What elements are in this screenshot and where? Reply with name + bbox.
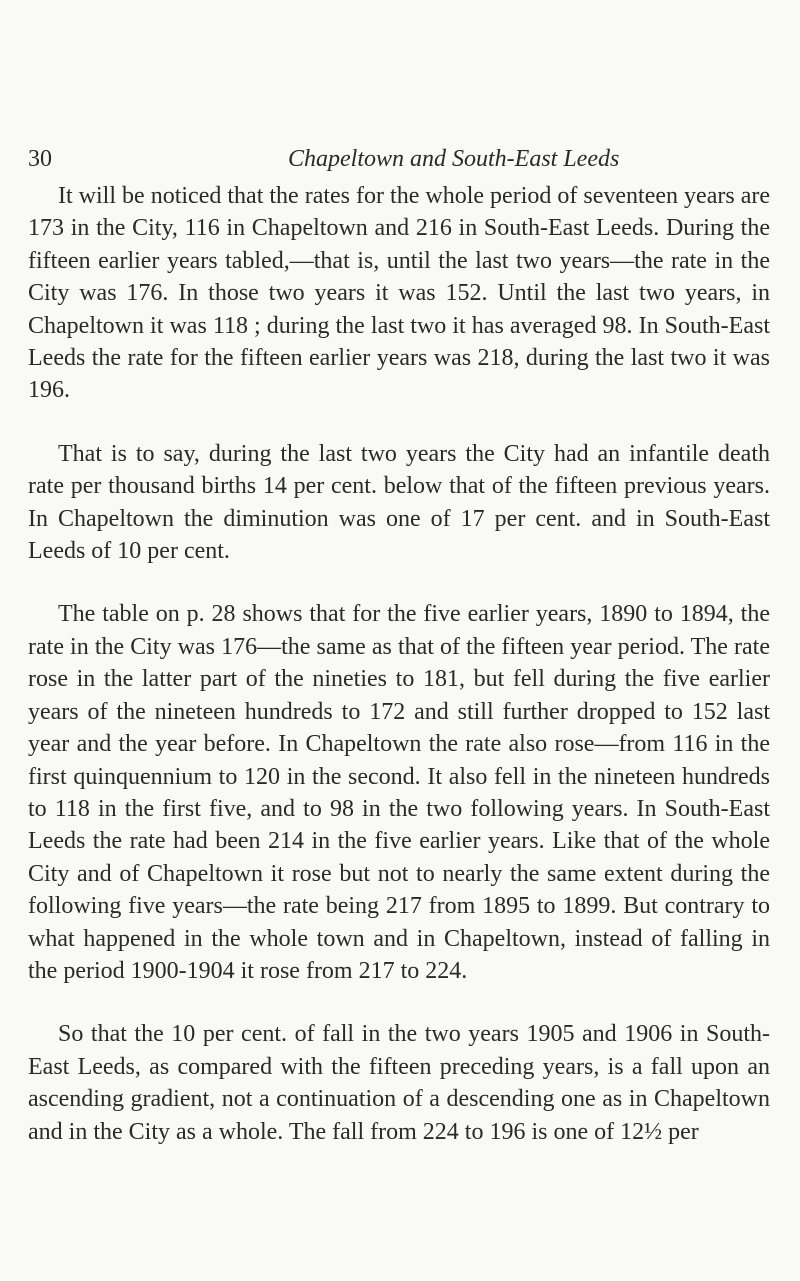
paragraph: That is to say, during the last two years the City had an infantile death rate per thousand births 14 per cent. below that of the fifteen previous years. In Chapeltown the diminution was one of 17 per cent. and in South-East Leeds of 10 per cent. — [28, 440, 770, 565]
body-text — [28, 180, 770, 1148]
running-title: Chapeltown and South-East Leeds — [288, 146, 620, 172]
page-header — [28, 142, 768, 176]
paragraph: It will be noticed that the rates for the whole period of seventeen years are 173 in the City, 116 in Chapeltown and 216 in South-East Leeds. During the fifteen earlier years tabled,—that is, until the last two years—the rate in the City was 176. In those two years it was 152. Until the last two years, in Chapeltown it was 118 ; during the last two it has averaged 98. In South-East Leeds the rate for the fifteen earlier years was 218, during the last two it was 196. — [28, 183, 770, 404]
page-number: 30 — [28, 146, 52, 172]
paragraph: So that the 10 per cent. of fall in the two years 1905 and 1906 in South-East Leeds, as compared with the fifteen preceding years, is a fall upon an ascending gradient, not a continuation of a descending one as in Chapeltown and in the City as a whole. The fall from 224 to 196 is one of 12½ per — [28, 1021, 770, 1145]
paragraph: The table on p. 28 shows that for the five earlier years, 1890 to 1894, the rate in the City was 176—the same as that of the fifteen year period. The rate rose in the latter part of the nineties to 181, but fell during the five earlier years of the nineteen hundreds to 172 and still further dropped to 152 last year and the year before. In Chapeltown the rate also rose—from 116 in the first quinquennium to 120 in the second. It also fell in the nineteen hundreds to 118 in the first five, and to 98 in the two following years. In South-East Leeds the rate had been 214 in the five earlier years. Like that of the whole City and of Chapeltown it rose but not to nearly the same extent during the following five years—the rate being 217 from 1895 to 1899. But contrary to what happened in the whole town and in Chapeltown, instead of falling in the period 1900-1904 it rose from 217 to 224. — [28, 601, 770, 984]
